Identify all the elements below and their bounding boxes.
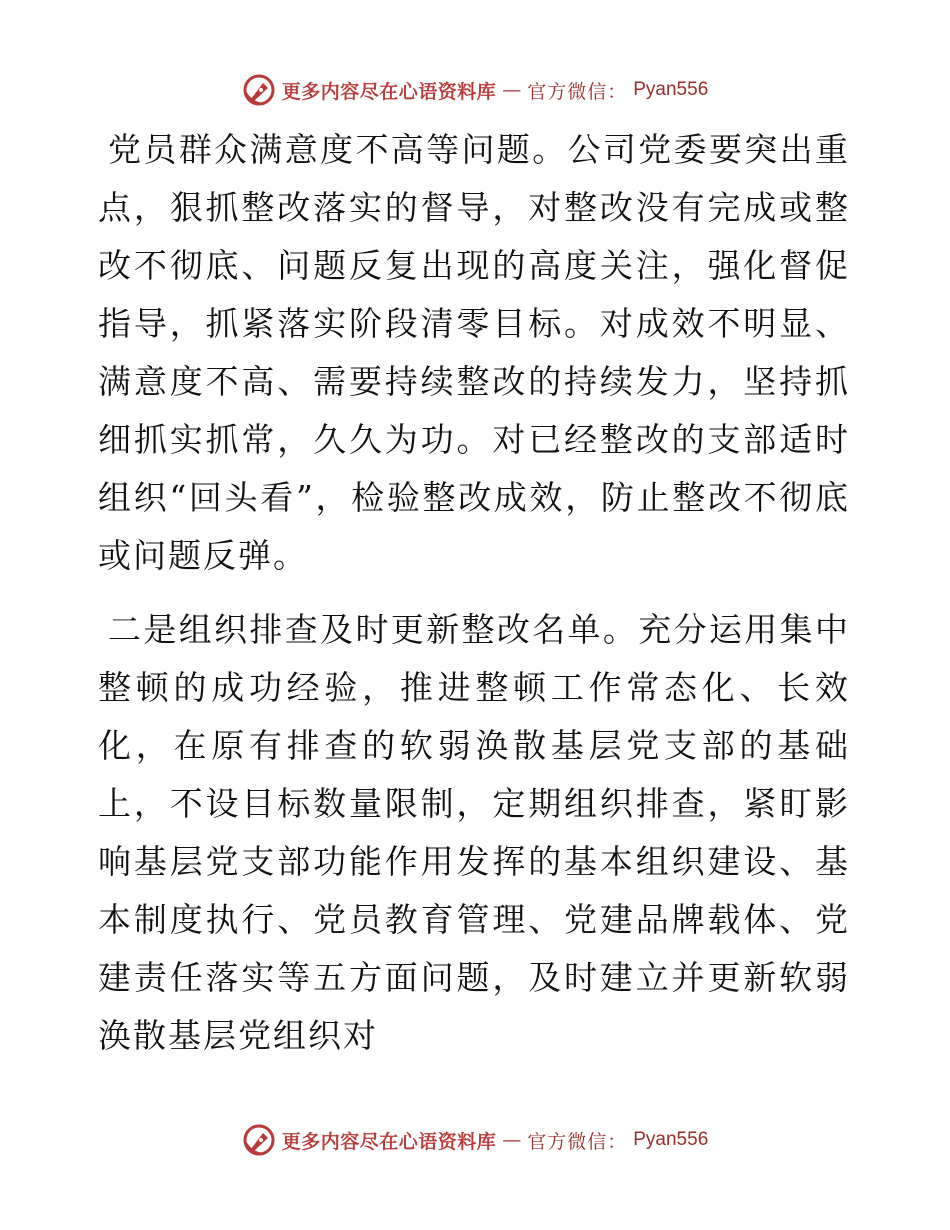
pen-nib-circle-icon (242, 73, 276, 107)
footer-banner (0, 1120, 950, 1160)
pen-nib-circle-icon (242, 1123, 276, 1157)
footer-brand-text: 更多内容尽在心语资料库 (281, 1130, 497, 1153)
footer-dash: — (502, 1129, 522, 1151)
header-dash: — (502, 79, 522, 101)
header-account: Pyan556 (633, 79, 709, 100)
paragraph-2: 二是组织排查及时更新整改名单。充分运用集中整顿的成功经验，推进整顿工作常态化、长效化，在原有排查的软弱涣散基层党支部的基础上，不设目标数量限制，定期组织排查，紧盯影响基层党支部功能作用发挥的基本组织建设、基本制度执行、党员教育管理、党建品牌载体、党建责任落实等五方面问题，及时建立并更新软弱涣散基层党组织对 (98, 610, 850, 1055)
document-body (98, 121, 850, 1065)
footer-contact-label: 官方微信： (527, 1130, 628, 1153)
header-brand-text: 更多内容尽在心语资料库 (281, 80, 497, 103)
header-banner (0, 70, 950, 110)
header-contact-label: 官方微信： (527, 80, 628, 103)
footer-account: Pyan556 (633, 1129, 709, 1150)
paragraph-1: 党员群众满意度不高等问题。公司党委要突出重点，狠抓整改落实的督导，对整改没有完成或整改不彻底、问题反复出现的高度关注，强化督促指导，抓紧落实阶段清零目标。对成效不明显、满意度不高、需要持续整改的持续发力，坚持抓细抓实抓常，久久为功。对已经整改的支部适时组织“回头看”，检验整改成效，防止整改不彻底或问题反弹。 (98, 130, 850, 575)
